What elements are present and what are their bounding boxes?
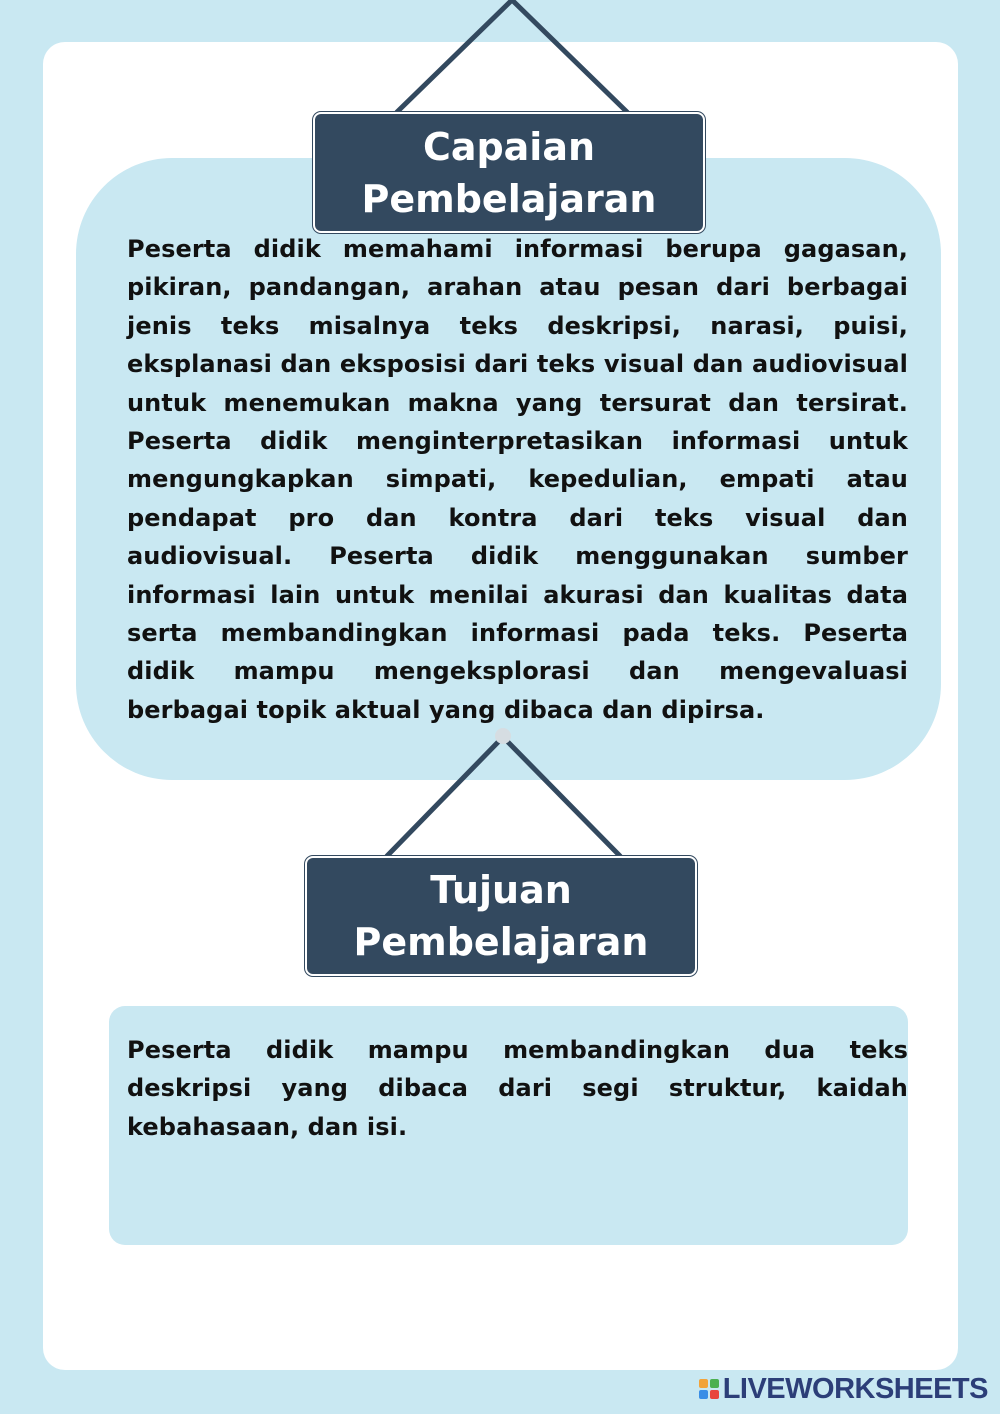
sign-capaian-pembelajaran <box>315 114 703 231</box>
watermark-text: LIVEWORKSHEETS <box>722 1372 988 1405</box>
liveworksheets-watermark <box>699 1372 988 1406</box>
liveworksheets-logo-icon <box>699 1379 719 1399</box>
sign-title-line1: Capaian <box>422 124 596 169</box>
learning-outcomes-text: Peserta didik memahami informasi berupa gagasan, pikiran, pandangan, arahan atau pesan dari berbagai jenis teks misalnya teks deskripsi, narasi, puisi, eksplanasi dan eksposisi dari teks visual dan audiovisual untuk menemukan makna yang tersurat dan tersirat. Peserta didik menginterpretasikan informasi untuk mengungkapkan simpati, kepedulian, empati atau pendapat pro dan kontra dari teks visual dan audiovisual. Peserta didik menggunakan sumber informasi lain untuk menilai akurasi dan kualitas data serta membandingkan informasi pada teks. Peserta didik mampu mengeksplorasi dan mengevaluasi berbagai topik aktual yang dibaca dan dipirsa. <box>127 235 908 724</box>
sign-tujuan-pembelajaran <box>307 858 695 974</box>
learning-objectives-text: Peserta didik mampu membandingkan dua teks deskripsi yang dibaca dari segi struktur, kaidah kebahasaan, dan isi. <box>127 1036 908 1141</box>
sign-title-line2: Pembelajaran <box>353 920 649 964</box>
sign-title-line2: Pembelajaran <box>361 176 657 221</box>
sign-title-line1: Tujuan <box>430 868 572 912</box>
